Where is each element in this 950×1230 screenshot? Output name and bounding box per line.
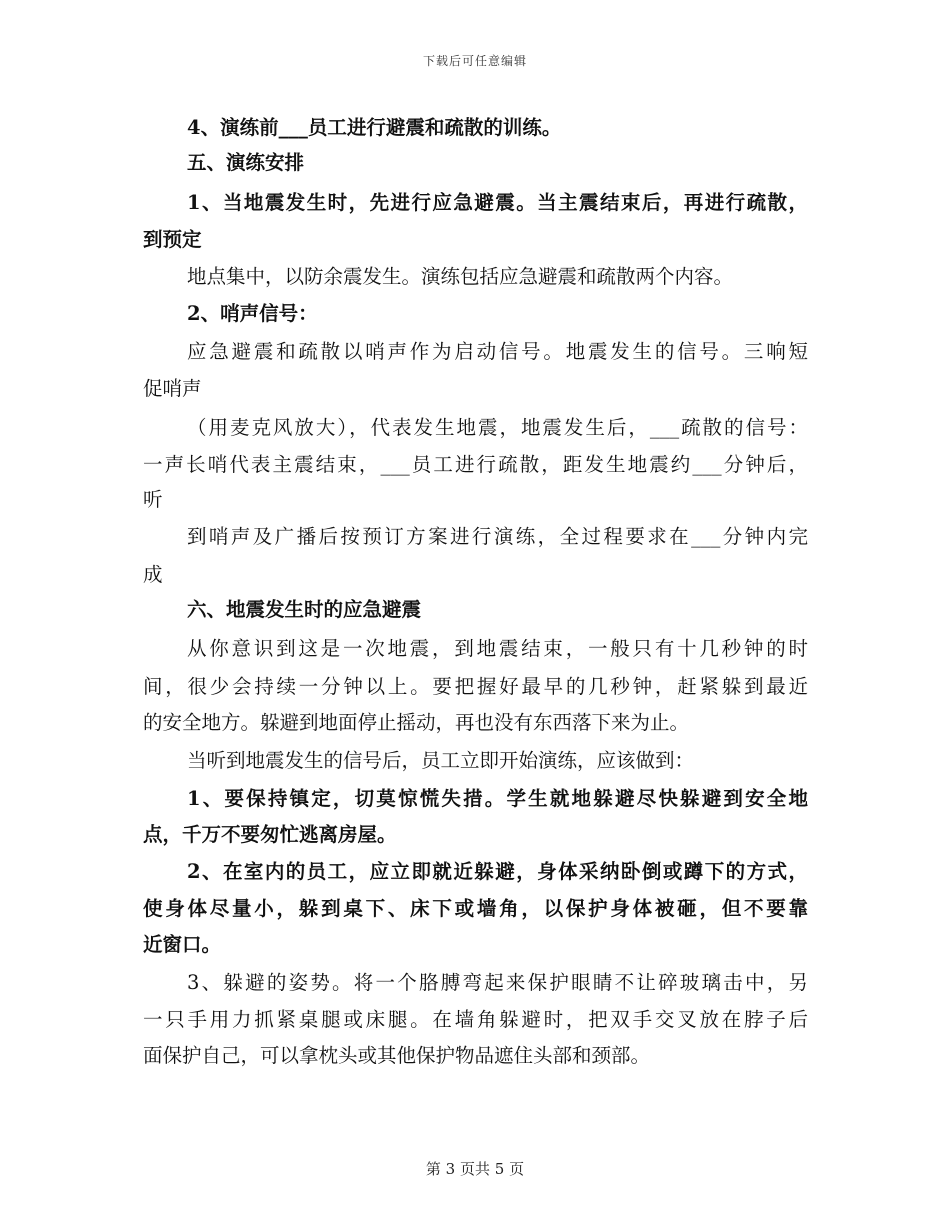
- paragraph-line: 地点集中，以防余震发生。演练包括应急避震和疏散两个内容。: [187, 265, 734, 288]
- paragraph-line: 一声长哨代表主震结束，___员工进行疏散，距发生地震约___分钟后，: [143, 453, 808, 476]
- paragraph-line: 2、在室内的员工，应立即就近躲避，身体采纳卧倒或蹲下的方式，: [187, 860, 808, 883]
- paragraph-line: 促哨声: [143, 377, 202, 400]
- paragraph-line: 到预定: [143, 228, 202, 251]
- paragraph-line: 听: [143, 488, 163, 511]
- paragraph-line: 1、要保持镇定，切莫惊慌失措。学生就地躲避尽快躲避到安全地: [187, 787, 808, 810]
- page-number: 第 3 页共 5 页: [425, 1160, 525, 1178]
- paragraph-line: 4、演练前___员工进行避震和疏散的训练。: [187, 116, 562, 139]
- paragraph-line: 一只手用力抓紧桌腿或床腿。在墙角躲避时，把双手交叉放在脖子后: [143, 1008, 808, 1031]
- paragraph-line: 当听到地震发生的信号后，员工立即开始演练，应该做到：: [187, 749, 695, 772]
- paragraph-line: 应急避震和疏散以哨声作为启动信号。地震发生的信号。三响短: [187, 340, 808, 363]
- section-heading: 六、地震发生时的应急避震: [187, 598, 422, 621]
- paragraph-line: 1、当地震发生时，先进行应急避震。当主震结束后，再进行疏散，: [187, 191, 808, 214]
- section-heading: 五、演练安排: [187, 151, 305, 174]
- paragraph-line: 近窗口。: [143, 933, 222, 956]
- paragraph-line: 面保护自己，可以拿枕头或其他保护物品遮住头部和颈部。: [143, 1044, 651, 1067]
- paragraph-line: 的安全地方。躲避到地面停止摇动，再也没有东西落下来为止。: [143, 711, 690, 734]
- paragraph-line: 使身体尽量小，躲到桌下、床下或墙角，以保护身体被砸，但不要靠: [143, 897, 808, 920]
- paragraph-line: 到哨声及广播后按预订方案进行演练，全过程要求在___分钟内完: [187, 525, 808, 548]
- paragraph-line: 点，千万不要匆忙逃离房屋。: [143, 823, 397, 846]
- paragraph-line: 从你意识到这是一次地震，到地震结束，一般只有十几秒钟的时: [187, 637, 808, 660]
- page-header: 下载后可任意编辑: [422, 54, 527, 68]
- paragraph-line: 成: [143, 563, 163, 586]
- paragraph-line: 间，很少会持续一分钟以上。要把握好最早的几秒钟，赶紧躲到最近: [143, 675, 808, 698]
- paragraph-line: （用麦克风放大），代表发生地震，地震发生后，___疏散的信号：: [187, 416, 808, 439]
- paragraph-line: 3、躲避的姿势。将一个胳膊弯起来保护眼睛不让碎玻璃击中，另: [187, 971, 808, 994]
- paragraph-line: 2、哨声信号：: [187, 302, 318, 325]
